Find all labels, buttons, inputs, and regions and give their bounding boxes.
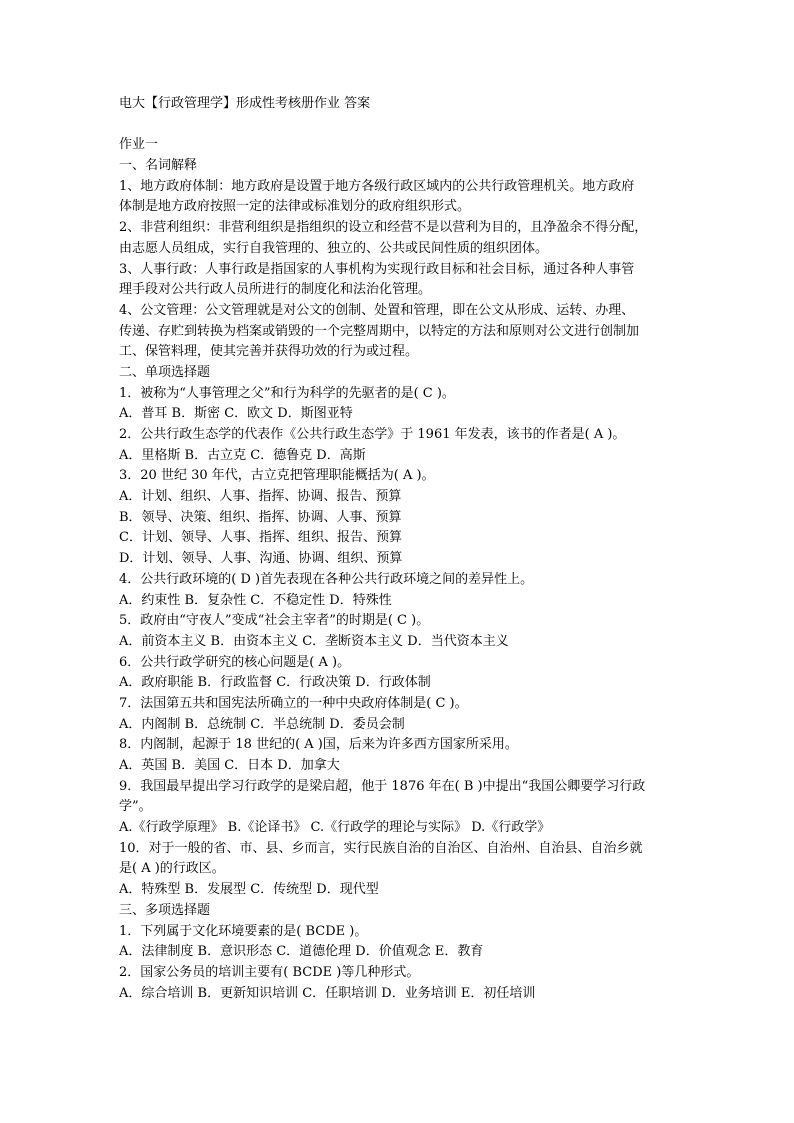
- options-line: A．内阁制 B．总统制 C．半总统制 D．委员会制: [119, 716, 405, 732]
- options-line: A．综合培训 B．更新知识培训 C．任职培训 D．业务培训 E．初任培训: [119, 985, 536, 1001]
- subsection-heading: 一、名词解释: [119, 158, 198, 174]
- options-line: A．约束性 B．复杂性 C．不稳定性 D．特殊性: [119, 592, 392, 608]
- blank-line: [119, 115, 679, 136]
- question-line: 1．被称为“人事管理之父”和行为科学的先驱者的是( C )。: [119, 385, 455, 401]
- question-line: 1．下列属于文化环境要素的是( BCDE )。: [119, 923, 368, 939]
- text-line: 3、人事行政：人事行政是指国家的人事机构为实现行政目标和社会目标，通过各种人事管: [119, 261, 635, 277]
- question-line: 6．公共行政学研究的核心问题是( A )。: [119, 654, 351, 670]
- text-line: 体制是地方政府按照一定的法律或标准划分的政府组织形式。: [119, 199, 471, 215]
- question-line: 2．国家公务员的培训主要有( BCDE )等几种形式。: [119, 964, 420, 980]
- options-line: A．普耳 B．斯密 C．欧文 D．斯图亚特: [119, 406, 353, 422]
- options-line: A．法律制度 B．意识形态 C．道德伦理 D．价值观念 E．教育: [119, 944, 484, 960]
- subsection-heading: 二、单项选择题: [119, 364, 211, 380]
- options-line: A．里格斯 B．古立克 C．德鲁克 D．高斯: [119, 447, 366, 463]
- section-heading: 作业一: [119, 137, 159, 153]
- text-line: 理手段对公共行政人员所进行的制度化和法治化管理。: [119, 282, 432, 298]
- question-line: 5．政府由“守夜人”变成“社会主宰者”的时期是( C )。: [119, 613, 430, 629]
- text-line: 工、保管料理，使其完善并获得功效的行为或过程。: [119, 344, 419, 360]
- options-line: A．政府职能 B．行政监督 C．行政决策 D．行政体制: [119, 675, 431, 691]
- document-title: 电大【行政管理学】形成性考核册作业 答案: [119, 96, 371, 111]
- question-line: 10．对于一般的省、市、县、乡而言，实行民族自治的自治区、自治州、自治县、自治乡就: [119, 840, 643, 856]
- question-line: 3．20 世纪 30 年代，古立克把管理职能概括为( A )。: [119, 468, 435, 484]
- text-line: 2、非营利组织：非营利组织是指组织的设立和经营不是以营利为目的，且净盈余不得分配，: [119, 220, 648, 236]
- text-line: 1、地方政府体制：地方政府是设置于地方各级行政区域内的公共行政管理机关。地方政府: [119, 178, 635, 194]
- question-line: 8．内阁制，起源于 18 世纪的( A )国，后来为许多西方国家所采用。: [119, 737, 518, 753]
- question-line: 是( A )的行政区。: [119, 861, 225, 877]
- options-line: A.《行政学原理》 B.《论译书》 C.《行政学的理论与实际》 D.《行政学》: [119, 820, 551, 836]
- options-line: B．领导、决策、组织、指挥、协调、人事、预算: [119, 509, 402, 525]
- text-line: 由志愿人员组成，实行自我管理的、独立的、公共或民间性质的组织团体。: [119, 240, 549, 256]
- question-line: 9．我国最早提出学习行政学的是梁启超，他于 1876 年在( B )中提出“我国公卿要学习行政: [119, 778, 646, 794]
- options-line: A．前资本主义 B．由资本主义 C．垄断资本主义 D．当代资本主义: [119, 633, 509, 649]
- text-line: 4、公文管理：公文管理就是对公文的创制、处置和管理，即在公文从形成、运转、办理、: [119, 302, 635, 318]
- question-line: 7．法国第五共和国宪法所确立的一种中央政府体制是( C )。: [119, 695, 468, 711]
- options-line: D．计划、领导、人事、沟通、协调、组织、预算: [119, 551, 403, 567]
- options-line: A．特殊型 B．发展型 C．传统型 D．现代型: [119, 882, 379, 898]
- question-line: 4．公共行政环境的( D )首先表现在各种公共行政环境之间的差异性上。: [119, 571, 534, 587]
- document-content: [119, 94, 679, 1004]
- options-line: A．计划、组织、人事、指挥、协调、报告、预算: [119, 489, 402, 505]
- options-line: C．计划、领导、人事、指挥、组织、报告、预算: [119, 530, 402, 546]
- subsection-heading: 三、多项选择题: [119, 902, 211, 918]
- options-line: A．英国 B．美国 C．日本 D．加拿大: [119, 758, 340, 773]
- question-line: 学”。: [119, 799, 152, 815]
- question-line: 2．公共行政生态学的代表作《公共行政生态学》于 1961 年发表，该书的作者是( A )。: [119, 427, 626, 442]
- text-line: 传递、存贮到转换为档案或销毁的一个完整周期中，以特定的方法和原则对公文进行创制加: [119, 323, 640, 339]
